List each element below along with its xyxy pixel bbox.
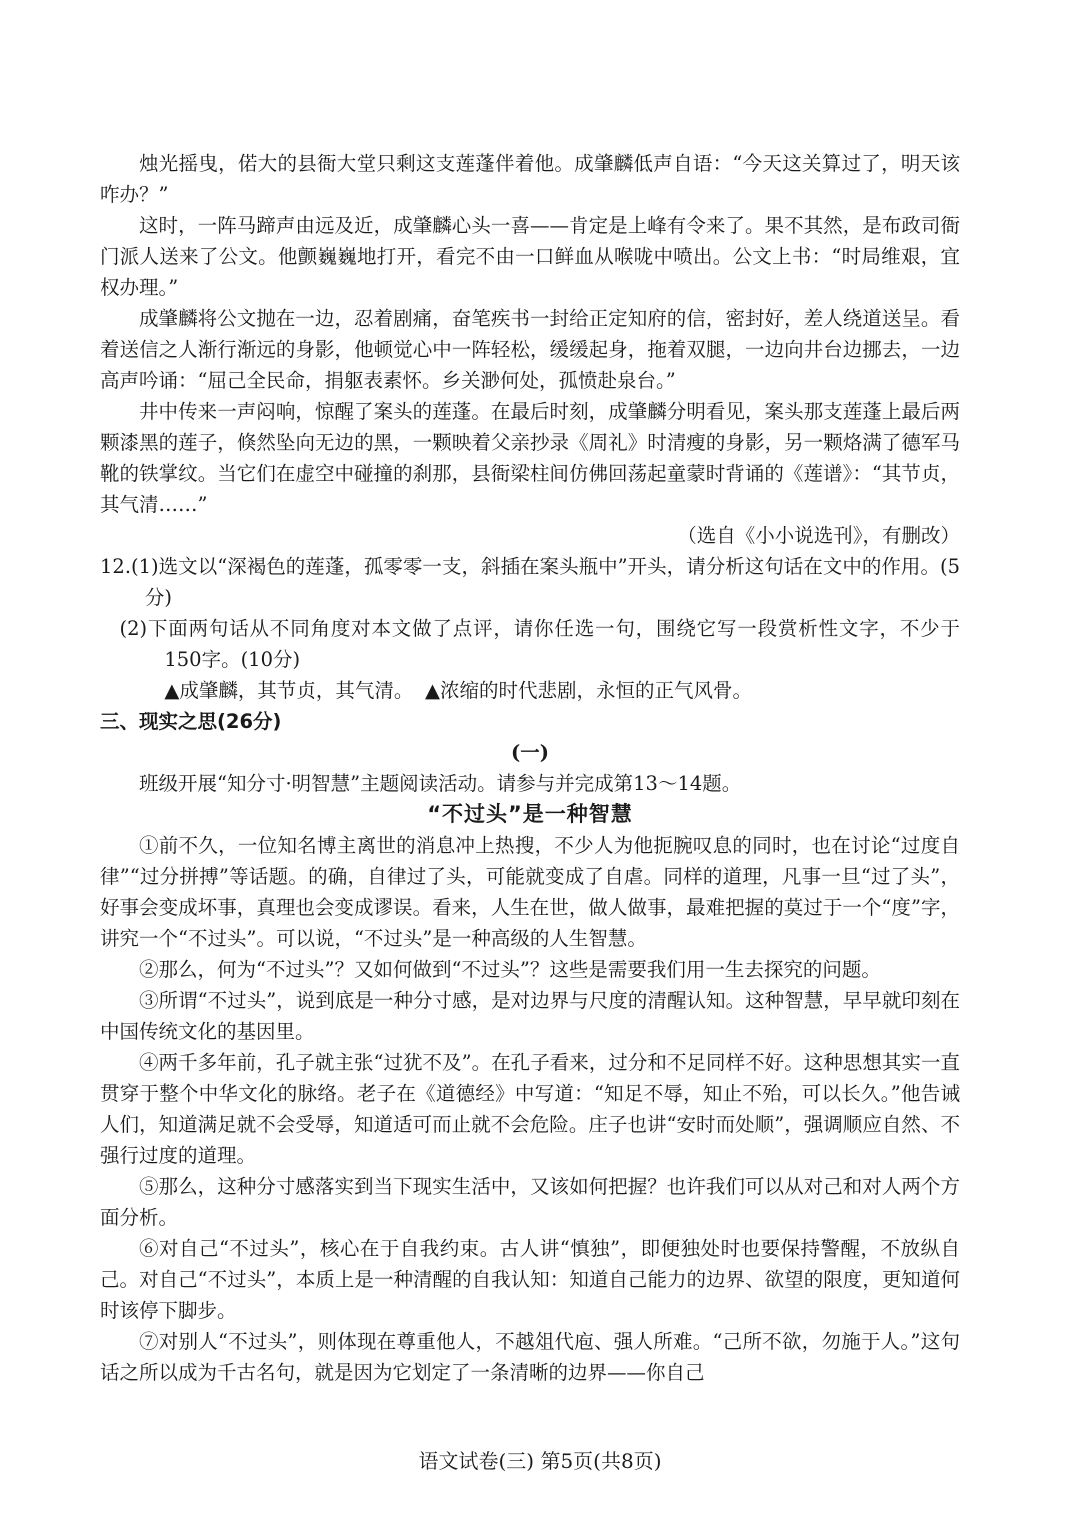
article-paragraph: ④两千多年前，孔子就主张“过犹不及”。在孔子看来，过分和不足同样不好。这种思想其实一直贯穿于整个中华文化的脉络。老子在《道德经》中写道：“知足不辱，知止不殆，可以长久。”他告诫人们，知道满足就不会受辱，知道适可而止就不会危险。庄子也讲“安时而处顺”，强调顺应自然、不强行过度的道理。 xyxy=(100,1051,960,1167)
article-paragraph: ①前不久，一位知名博主离世的消息冲上热搜，不少人为他扼腕叹息的同时，也在讨论“过度自律”“过分拼搏”等话题。的确，自律过了头，可能就变成了自虐。同样的道理，凡事一旦“过了头”，好事会变成坏事，真理也会变成谬误。看来，人生在世，做人做事，最难把握的莫过于一个“度”字，讲究一个“不过头”。可以说，“不过头”是一种高级的人生智慧。 xyxy=(100,834,960,950)
activity-intro: 班级开展“知分寸·明智慧”主题阅读活动。请参与并完成第13～14题。 xyxy=(139,772,742,795)
article-paragraph: ⑤那么，这种分寸感落实到当下现实生活中，又该如何把握？也许我们可以从对己和对人两个方面分析。 xyxy=(100,1175,960,1229)
article-paragraph: ②那么，何为“不过头”？又如何做到“不过头”？这些是需要我们用一生去探究的问题。 xyxy=(139,958,881,981)
story-paragraph: 成肇麟将公文抛在一边，忍着剧痛，奋笔疾书一封给正定知府的信，密封好，差人绕道送呈。看着送信之人渐行渐远的身影，他顿觉心中一阵轻松，缓缓起身，拖着双腿，一边向井台边挪去，一边高声吟诵：“屈己全民命，捐躯表素怀。乡关渺何处，孤愤赴泉台。” xyxy=(100,307,960,392)
article-paragraph: ⑦对别人“不过头”，则体现在尊重他人，不越俎代庖、强人所难。“己所不欲，勿施于人。”这句话之所以成为千古名句，就是因为它划定了一条清晰的边界——你自己 xyxy=(100,1330,960,1384)
page-footer: 语文试卷(三) 第5页(共8页) xyxy=(418,1449,662,1473)
article-title: “不过头”是一种智慧 xyxy=(427,802,633,826)
story-paragraph: 烛光摇曳，偌大的县衙大堂只剩这支莲蓬伴着他。成肇麟低声自语：“今天这关算过了，明天该咋办？” xyxy=(100,152,960,206)
exam-page-content xyxy=(100,148,960,1388)
story-paragraph: 这时，一阵马蹄声由远及近，成肇麟心头一喜——肯定是上峰有令来了。果不其然，是布政司衙门派人送来了公文。他颤巍巍地打开，看完不由一口鲜血从喉咙中喷出。公文上书：“时局维艰，宜权办理。” xyxy=(100,214,960,299)
section-3-title: 三、现实之思(26分) xyxy=(100,710,282,733)
subsection-number: (一) xyxy=(511,741,549,764)
question-12-part-2: (2)下面两句话从不同角度对本文做了点评，请你任选一句，围绕它写一段赏析性文字，不少于150字。(10分) xyxy=(119,617,960,671)
comment-b: ▲浓缩的时代悲剧，永恒的正气风骨。 xyxy=(425,679,753,702)
question-12-comments xyxy=(100,675,960,706)
story-source: （选自《小小说选刊》，有删改） xyxy=(677,524,960,547)
story-paragraph: 井中传来一声闷响，惊醒了案头的莲蓬。在最后时刻，成肇麟分明看见，案头那支莲蓬上最后两颗漆黑的莲子，倏然坠向无边的黑，一颗映着父亲抄录《周礼》时清瘦的身影，另一颗烙满了德军马靴的铁掌纹。当它们在虚空中碰撞的刹那，县衙梁柱间仿佛回荡起童蒙时背诵的《莲谱》：“其节贞，其气清……” xyxy=(100,400,960,516)
question-12-part-1: 12.(1)选文以“深褐色的莲蓬，孤零零一支，斜插在案头瓶中”开头，请分析这句话在文中的作用。(5分) xyxy=(100,555,960,609)
article-paragraph: ⑥对自己“不过头”，核心在于自我约束。古人讲“慎独”，即便独处时也要保持警醒，不放纵自己。对自己“不过头”，本质上是一种清醒的自我认知：知道自己能力的边界、欲望的限度，更知道何时该停下脚步。 xyxy=(100,1237,960,1322)
article-paragraph: ③所谓“不过头”，说到底是一种分寸感，是对边界与尺度的清醒认知。这种智慧，早早就印刻在中国传统文化的基因里。 xyxy=(100,989,960,1043)
comment-a: ▲成肇麟，其节贞，其气清。 xyxy=(164,679,414,702)
